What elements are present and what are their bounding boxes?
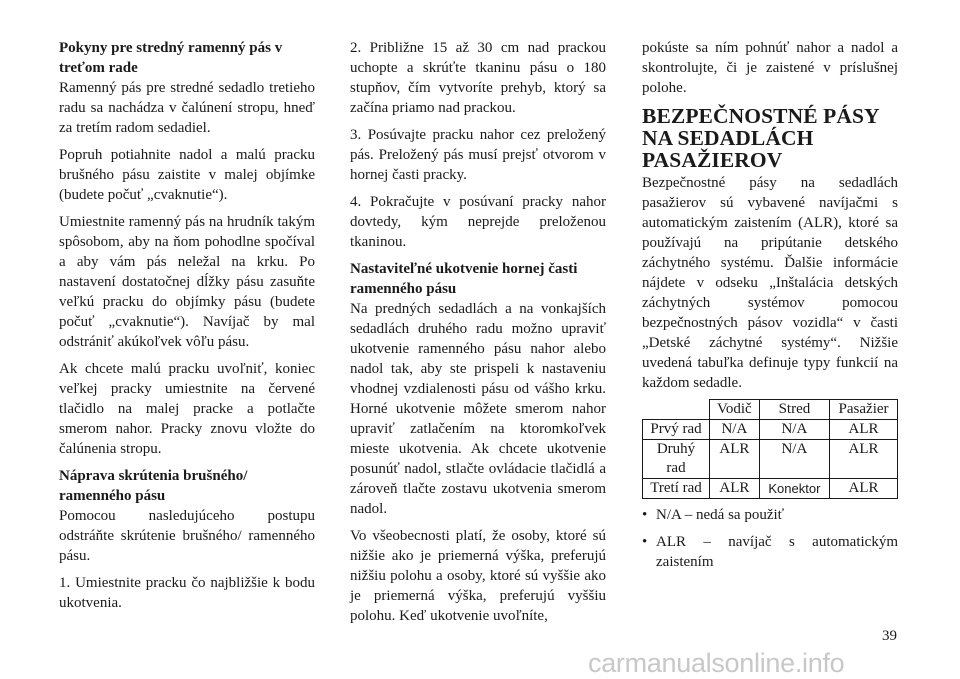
row-label: Tretí rad [643, 479, 710, 499]
list-item [642, 505, 898, 525]
table-row [643, 420, 898, 440]
list-item-text: ALR – navíjač s automatickým zaistením [656, 534, 898, 570]
paragraph: Bezpečnostné pásy na sedadlách pasažierov sú vybavené navíjačmi s automatickým zaistením (ALR), ktoré sa používajú na pripútanie detského záchytného systému. Ďalšie informácie nájdete v odseku „Inštalácia detských záchytných systémov pomocou bezpečnostných pásov vozidla“ v časti „Detské záchytné systémy“. Nižšie uvedená tabuľka definuje typy funkcií na každom sedadle. [642, 175, 898, 391]
paragraph: Na predných sedadlách a na vonkajších sedadlách druhého radu možno upraviť ukotvenie ramenného pásu nahor alebo nadol tak, aby ste prispeli k nastaveniu vhodnej vzdialenosti pásu od vášho krku. Horné ukotvenie môžete smerom nahor upraviť zatlačením na ktoromkoľvek mieste ukotvenia. Ak chcete ukotvenie posunúť nadol, stlačte ovládacie tlačidlá a zároveň tlačte zostavu ukotvenia smerom nadol. [350, 301, 606, 517]
table-corner-cell [643, 400, 710, 420]
column-header: Vodič [710, 400, 760, 420]
table-row [643, 440, 898, 479]
bullet-icon: • [642, 507, 648, 523]
step-3: 3. Posúvajte pracku nahor cez preložený pás. Preložený pás musí prejsť otvorom v hornej časti pracky. [350, 127, 606, 183]
table-cell: N/A [710, 420, 760, 440]
list-item [642, 532, 898, 572]
table-cell: ALR [830, 479, 898, 499]
column-3 [642, 38, 898, 579]
row-label: Druhý rad [643, 440, 710, 479]
legend-list [642, 505, 898, 572]
table-row [643, 479, 898, 499]
heading-belt-twist-fix: Náprava skrútenia brušného/ ramenného pásu [59, 468, 248, 504]
table-cell: ALR [710, 440, 760, 479]
step-1: 1. Umiestnite pracku čo najbližšie k bodu ukotvenia. [59, 575, 315, 611]
column-2 [350, 38, 606, 633]
heading-adjustable-anchor: Nastaviteľné ukotvenie hornej časti ramenného pásu [350, 261, 578, 297]
seat-feature-table [642, 399, 898, 499]
paragraph: Ak chcete malú pracku uvoľniť, koniec veľkej pracky umiestnite na červené tlačidlo na malej pracke a potlačte smerom nahor. Pracky znovu vložte do čalúnenia stropu. [59, 361, 315, 457]
paragraph: Popruh potiahnite nadol a malú pracku brušného pásu zaistite v malej objímke (budete počuť „cvaknutie“). [59, 147, 315, 203]
table-cell: Konektor [759, 479, 829, 499]
page-number: 39 [882, 628, 897, 644]
column-header: Stred [759, 400, 829, 420]
table-cell: N/A [759, 420, 829, 440]
bullet-icon: • [642, 534, 648, 550]
watermark: carmanualsonline.info [588, 648, 845, 678]
table-cell: ALR [710, 479, 760, 499]
table-cell: N/A [759, 440, 829, 479]
column-1 [59, 38, 315, 620]
column-header: Pasažier [830, 400, 898, 420]
row-label: Prvý rad [643, 420, 710, 440]
step-2: 2. Približne 15 až 30 cm nad prackou uchopte a skrúťte tkaninu pásu o 180 stupňov, čím vytvoríte prehyb, ktorý sa začína priamo nad prackou. [350, 40, 606, 116]
paragraph: pokúste sa ním pohnúť nahor a nadol a skontrolujte, či je zaistené v príslušnej polohe. [642, 40, 898, 96]
paragraph: Umiestnite ramenný pás na hrudník takým spôsobom, aby na ňom pohodlne spočíval a aby vám pás neležal na krku. Po nastavení dostatočnej dĺžky pásu zasuňte veľkú pracku do objímky pásu (budete počuť „cvaknutie“). Navíjač by mal odstrániť akúkoľvek vôľu pásu. [59, 214, 315, 350]
paragraph: Pomocou nasledujúceho postupu odstráňte skrútenie brušného/ ramenného pásu. [59, 508, 315, 564]
section-heading-passenger-belts: BEZPEČNOSTNÉ PÁSY NA SEDADLÁCH PASAŽIEROV [642, 104, 879, 172]
heading-third-row-shoulder-belt: Pokyny pre stredný ramenný pás v treťom rade [59, 40, 283, 76]
paragraph: Ramenný pás pre stredné sedadlo tretieho radu sa nachádza v čalúnení stropu, hneď za tretím radom sedadiel. [59, 80, 315, 136]
table-header-row [643, 400, 898, 420]
table-cell: ALR [830, 420, 898, 440]
step-4: 4. Pokračujte v posúvaní pracky nahor dovtedy, kým neprejde preloženou tkaninou. [350, 194, 606, 250]
paragraph: Vo všeobecnosti platí, že osoby, ktoré sú nižšie ako je priemerná výška, preferujú nižšiu polohu a osoby, ktoré sú vyššie ako je priemerná výška, preferujú vyššiu polohu. Keď ukotvenie uvoľníte, [350, 528, 606, 624]
list-item-text: N/A – nedá sa použiť [656, 507, 785, 523]
table-cell: ALR [830, 440, 898, 479]
